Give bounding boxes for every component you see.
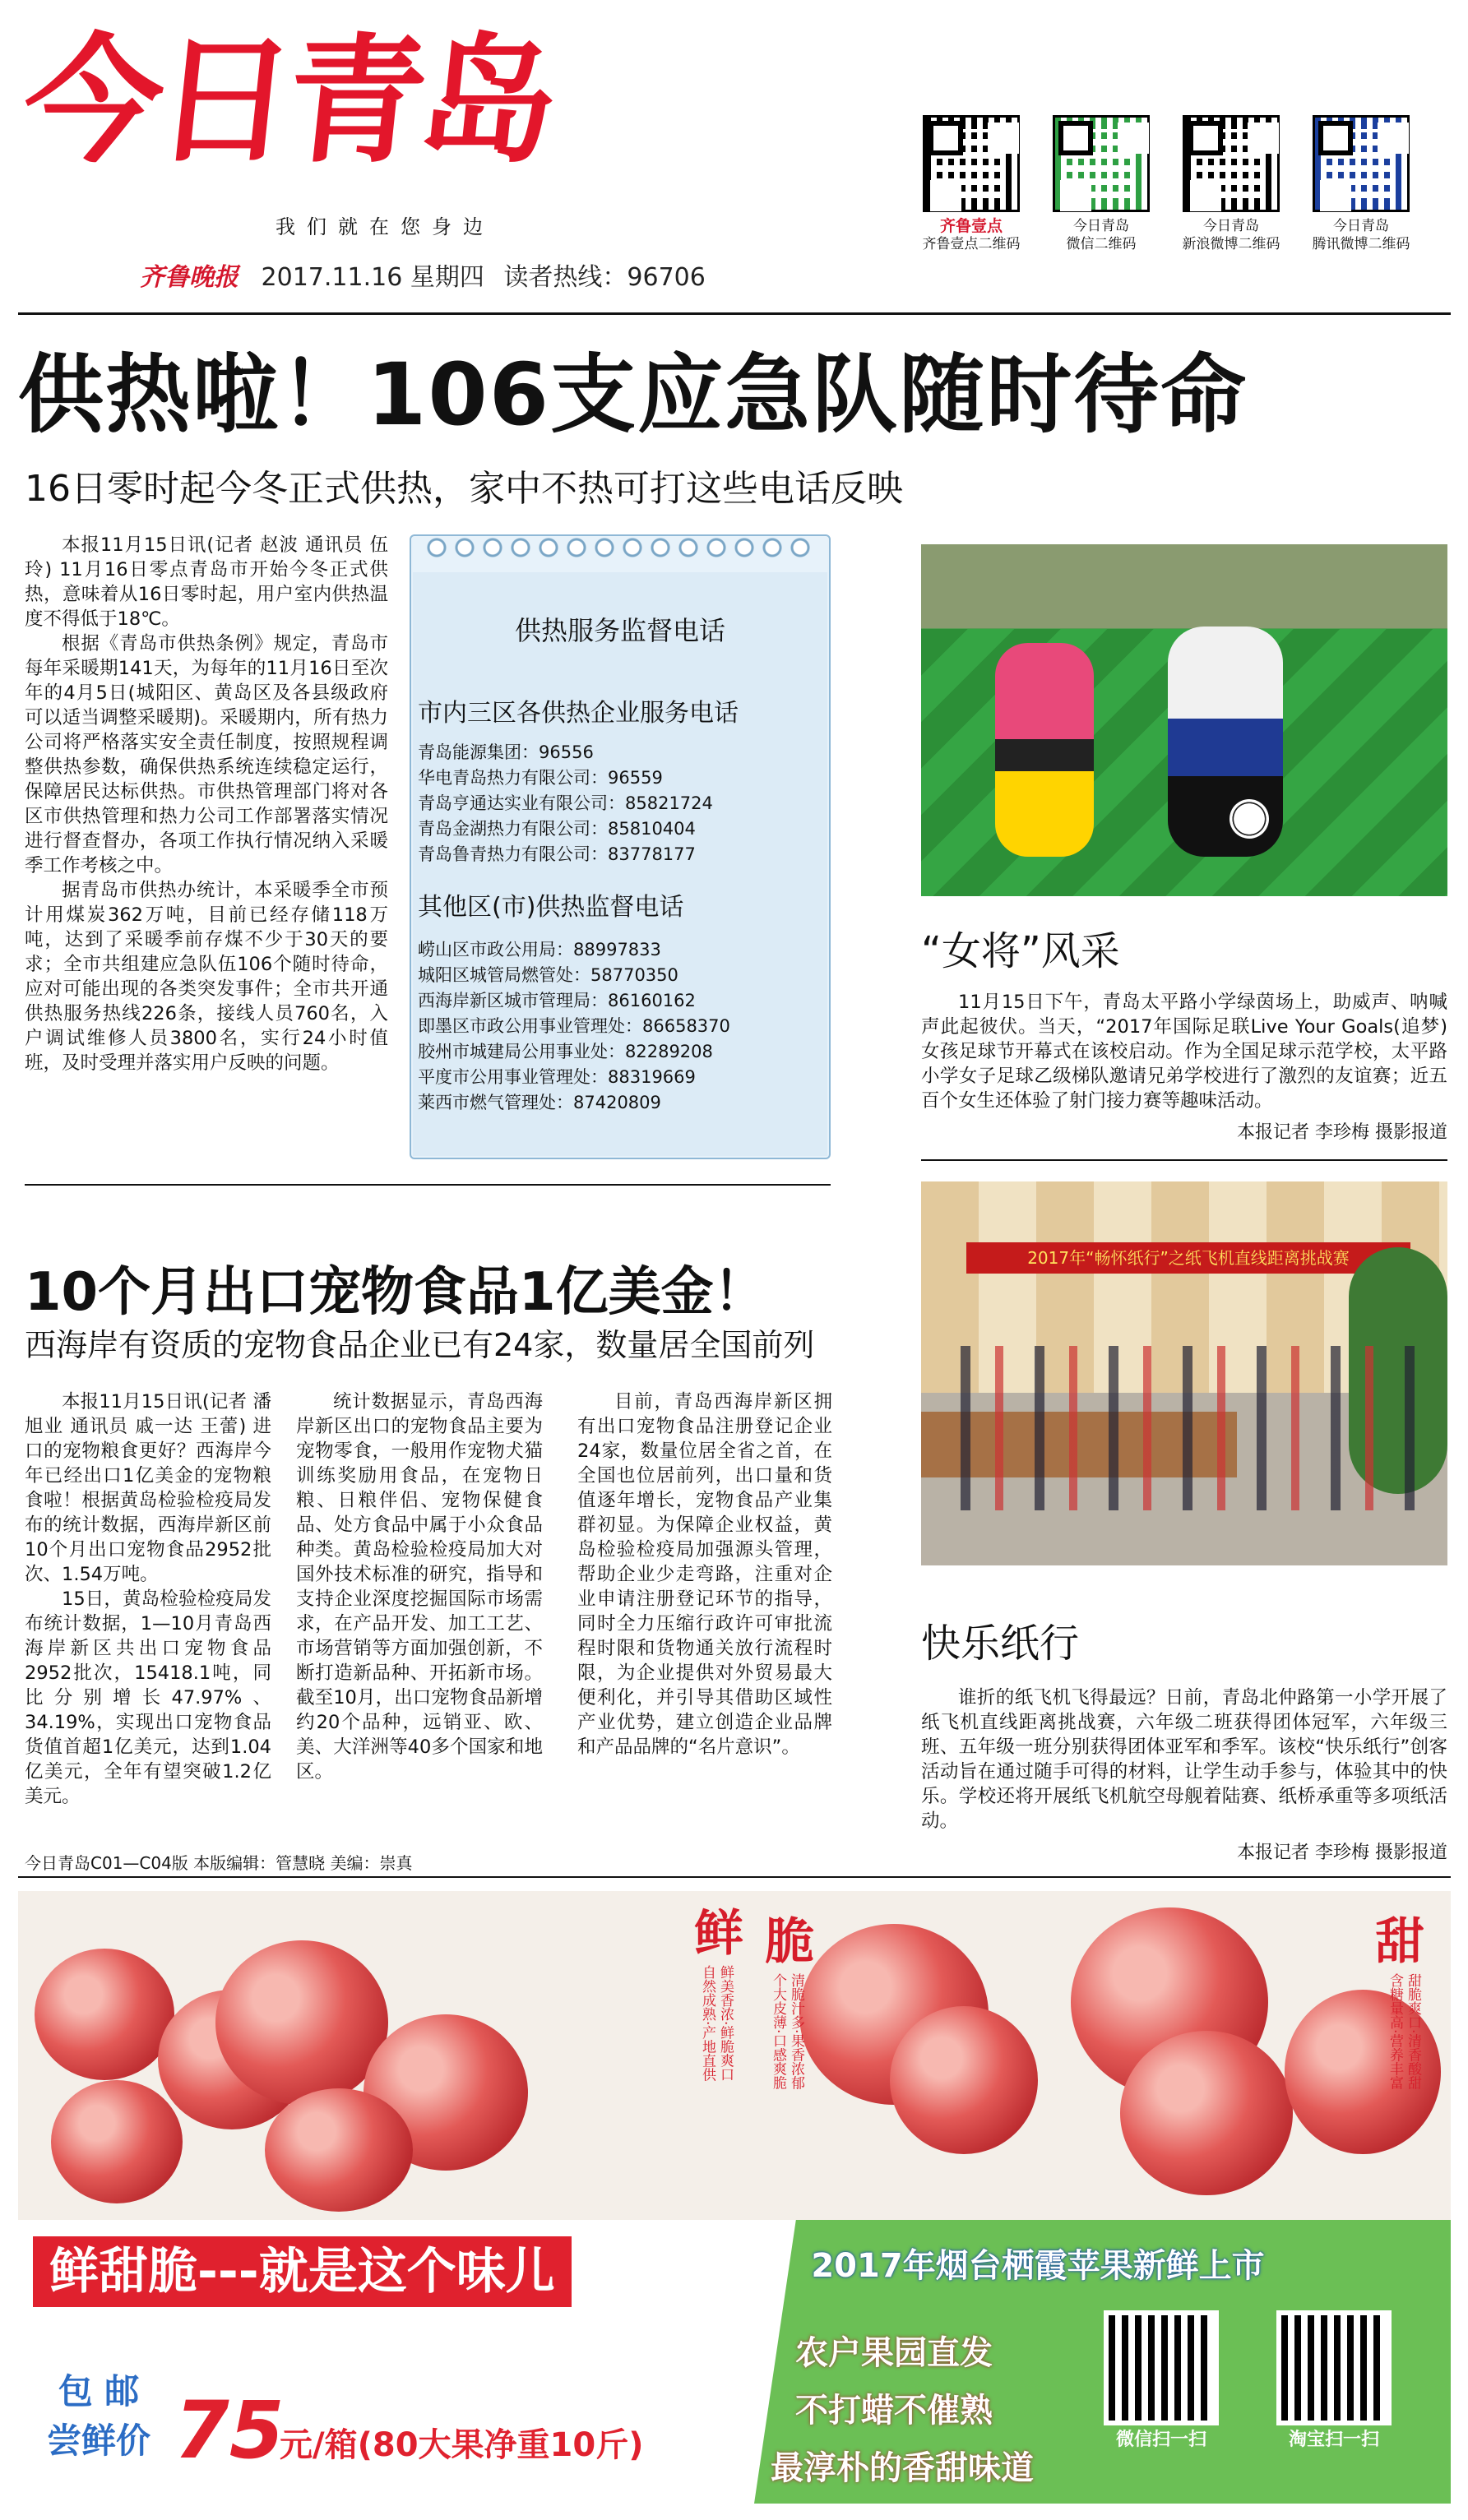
paper-name: 齐鲁晚报 bbox=[140, 263, 238, 292]
ad-tagline: 鲜美香浓·鲜脆爽口 bbox=[717, 1965, 734, 2082]
notebox-section2-list bbox=[418, 937, 730, 1116]
subhead-pet-food: 西海岸有资质的宠物食品企业已有24家，数量居全国前列 bbox=[25, 1327, 815, 1363]
qr-caption: 新浪微博二维码 bbox=[1182, 236, 1280, 252]
ad-selling-point: 最淳朴的香甜味道 bbox=[771, 2449, 1034, 2487]
photo2-credit: 本报记者 李珍梅 摄影报道 bbox=[1237, 1843, 1447, 1863]
hotline-item: 青岛能源集团：96556 bbox=[418, 742, 594, 762]
photo1-caption bbox=[921, 990, 1447, 1113]
notebook-rings-icon bbox=[423, 531, 817, 564]
hotline-item: 青岛鲁青热力有限公司：83778177 bbox=[418, 844, 696, 864]
qr-caption: 淘宝扫一扫 bbox=[1288, 2430, 1379, 2450]
hotline-item: 西海岸新区城市管理局：86160162 bbox=[418, 991, 696, 1010]
qr-code-icon bbox=[1313, 115, 1410, 212]
ad-green-title: 2017年烟台栖霞苹果新鲜上市 bbox=[811, 2247, 1265, 2285]
ad-word-sweet: 甜 bbox=[1375, 1913, 1424, 1971]
photo-paper-plane[interactable] bbox=[921, 1181, 1447, 1565]
qr-code-icon bbox=[923, 115, 1020, 212]
page-footer: 今日青岛C01—C04版 本版编辑：管慧晓 美编：崇真 bbox=[25, 1853, 413, 1873]
headline-pet-food[interactable]: 10个月出口宠物食品1亿美金！ bbox=[25, 1262, 766, 1323]
students-figures bbox=[946, 1346, 1423, 1510]
qr-caption: 微信二维码 bbox=[1066, 236, 1137, 252]
article-pet-food-col1 bbox=[25, 1389, 271, 1809]
photo1-credit: 本报记者 李珍梅 摄影报道 bbox=[1237, 1122, 1447, 1143]
qr-code-icon bbox=[1276, 2310, 1392, 2425]
wechat-scan-qr[interactable] bbox=[1104, 2310, 1219, 2451]
qr-brand: 齐鲁壹点 bbox=[939, 217, 1003, 235]
taobao-scan-qr[interactable] bbox=[1276, 2310, 1392, 2451]
ad-slogan: 鲜甜脆---就是这个味儿 bbox=[33, 2236, 572, 2307]
hotline-item: 青岛亨通达实业有限公司：85821724 bbox=[418, 793, 713, 813]
price-label: 包 邮 bbox=[58, 2371, 140, 2411]
ad-tagline: 甜脆爽口·清香酸甜 bbox=[1405, 1973, 1421, 2090]
notebox-section2-title: 其他区(市)供热监督电话 bbox=[418, 893, 684, 922]
ad-apple-photos bbox=[18, 1891, 1451, 2220]
hotline-item: 胶州市城建局公用事业处：82289208 bbox=[418, 1042, 713, 1061]
event-banner: 2017年“畅怀纸行”之纸飞机直线距离挑战赛 bbox=[966, 1242, 1410, 1274]
apple-icon bbox=[1120, 2031, 1293, 2195]
apple-icon bbox=[890, 2006, 1038, 2154]
ad-tagline: 自然成熟·产地直供 bbox=[699, 1965, 715, 2082]
qr-sina-weibo[interactable] bbox=[1177, 115, 1285, 253]
notebox-section1-title: 市内三区各供热企业服务电话 bbox=[418, 699, 739, 728]
price-value: 75 bbox=[174, 2384, 285, 2476]
photo2-caption bbox=[921, 1685, 1447, 1833]
dateline bbox=[140, 257, 706, 293]
ad-word-fresh: 鲜 bbox=[694, 1905, 743, 1963]
hotline-item: 华电青岛热力有限公司：96559 bbox=[418, 768, 663, 788]
masthead bbox=[16, 21, 831, 182]
hotline-item: 平度市公用事业管理处：88319669 bbox=[418, 1067, 696, 1087]
reader-hotline: 读者热线：96706 bbox=[503, 263, 706, 292]
qr-code-icon bbox=[1104, 2310, 1219, 2425]
ad-selling-point: 不打蜡不催熟 bbox=[795, 2392, 993, 2430]
newspaper-logo: 今日青岛 bbox=[16, 21, 560, 182]
qr-code-icon bbox=[1183, 115, 1280, 212]
player-figure bbox=[995, 643, 1094, 857]
slogan: 我们就在您身边 bbox=[276, 215, 494, 238]
paragraph: 目前，青岛西海岸新区拥有出口宠物食品注册登记企业24家，数量位居全省之首，在全国也位居前列，出口量和货值逐年增长，宠物食品产业集群初显。为保障企业权益，黄岛检验检疫局加强源头管理，帮助企业少走弯路，注重对企业申请注册登记环节的指导，同时全力压缩行政许可审批流程时限和货物通关放行流程时限，为企业提供对外贸易最大便利化，并引导其借助区域性产业优势，建立创造企业品牌和产品品牌的“名片意识”。 bbox=[577, 1391, 832, 1758]
headline-heating[interactable]: 供热啦！106支应急队随时待命 bbox=[18, 344, 1248, 445]
qr-caption: 腾讯微博二维码 bbox=[1312, 236, 1410, 252]
apple-icon bbox=[215, 1940, 388, 2105]
hotline-item: 崂山区市政公用局：88997833 bbox=[418, 940, 661, 959]
qr-qilu[interactable] bbox=[917, 115, 1026, 253]
hotline-item: 莱西市燃气管理处：87420809 bbox=[418, 1093, 661, 1112]
hotline-item: 城阳区城管局燃管处：58770350 bbox=[418, 965, 678, 985]
caption-text: 谁折的纸飞机飞得最远？日前，青岛北仲路第一小学开展了纸飞机直线距离挑战赛，六年级二班获得团体冠军，六年级三班、五年级一班分别获得团体亚军和季军。该校“快乐纸行”创客活动旨在通过随手可得的材料，让学生动手参与，体验其中的快乐。学校还将开展纸飞机航空母舰着陆赛、纸桥承重等多项纸活动。 bbox=[921, 1687, 1447, 1832]
paragraph: 据青岛市供热办统计，本采暖季全市预计用煤炭362万吨，目前已经存储118万吨，达到了采暖季前存煤不少于30天的要求；全市共组建应急队伍106个随时待命，应对可能出现的各类突发事件；全市共开通供热服务热线226条，接线人员760名，入户调试维修人员3800名，实行24小时值班，及时受理并落实用户反映的问题。 bbox=[25, 880, 388, 1074]
paragraph: 15日，黄岛检验检疫局发布统计数据，1—10月青岛西海岸新区共出口宠物食品2952批次，15418.1吨，同比分别增长47.97%、34.19%，实现出口宠物食品货值首超1亿美元，达到1.04亿美元，全年有望突破1.2亿美元。 bbox=[25, 1588, 271, 1807]
article-pet-food-col2 bbox=[296, 1389, 543, 1784]
paragraph: 根据《青岛市供热条例》规定，青岛市每年采暖期141天，为每年的11月16日至次年的4月5日(城阳区、黄岛区及各县级政府可以适当调整采暖期)。采暖期内，所有热力公司将严格落实安全责任制度，按照规程调整供热参数，确保供热系统连续稳定运行，保障居民达标供热。市供热管理部门将对各区市供热管理和热力公司工作部署落实情况进行督查督办，各项工作执行情况纳入采暖季工作考核之中。 bbox=[25, 633, 388, 876]
subhead-heating: 16日零时起今冬正式供热，家中不热可打这些电话反映 bbox=[25, 468, 903, 510]
ad-tagline: 清脆汁多·果香浓郁 bbox=[788, 1973, 804, 2090]
article-pet-food-col3 bbox=[577, 1389, 832, 1759]
ad-word-crisp: 脆 bbox=[765, 1913, 814, 1971]
qr-tencent-weibo[interactable] bbox=[1307, 115, 1415, 253]
apple-icon bbox=[51, 2080, 183, 2203]
qr-caption: 今日青岛 bbox=[1333, 218, 1389, 234]
apple-icon bbox=[35, 1949, 174, 2080]
qr-caption: 微信扫一扫 bbox=[1115, 2430, 1206, 2450]
masthead-rule bbox=[18, 312, 1451, 315]
paragraph: 统计数据显示，青岛西海岸新区出口的宠物食品主要为宠物零食，一般用作宠物犬猫训练奖励用食品，在宠物日粮、日粮伴侣、宠物保健食品、处方食品中属于小众食品种类。黄岛检验检疫局加大对国外技术标准的研究，指导和支持企业深度挖掘国际市场需求，在产品开发、加工工艺、市场营销等方面加强创新，不断打造新品种、开拓新市场。截至10月，出口宠物食品新增约20个品种，远销亚、欧、美、大洋洲等40多个国家和地区。 bbox=[296, 1391, 543, 1782]
qr-code-icon bbox=[1053, 115, 1150, 212]
article-heating-body bbox=[25, 533, 388, 1075]
caption-text: 11月15日下午，青岛太平路小学绿茵场上，助威声、呐喊声此起彼伏。当天，“2017年国际足联Live Your Goals(追梦)女孩足球节开幕式在该校启动。作为全国足球示范学校，太平路小学女子足球乙级梯队邀请兄弟学校进行了激烈的友谊赛；近五百个女生还体验了射门接力赛等趣味活动。 bbox=[921, 992, 1447, 1112]
apple-advertisement[interactable] bbox=[18, 1891, 1451, 2504]
price-label: 尝鲜价 bbox=[46, 2421, 151, 2461]
paragraph: 本报11月15日讯(记者 潘旭业 通讯员 戚一达 王蕾) 进口的宠物粮食更好？西海岸今年已经出口1亿美金的宠物粮食啦！根据黄岛检验检疫局发布的统计数据，西海岸新区前10个月出口宠物食品2952批次、1.54万吨。 bbox=[25, 1391, 271, 1585]
issue-date: 2017.11.16 星期四 bbox=[261, 263, 484, 292]
apple-icon bbox=[265, 2088, 413, 2212]
hotline-item: 青岛金湖热力有限公司：85810404 bbox=[418, 819, 696, 839]
hotline-item: 即墨区市政公用事业管理处：86658370 bbox=[418, 1016, 730, 1036]
qr-wechat[interactable] bbox=[1047, 115, 1155, 253]
qr-code-row bbox=[917, 115, 1443, 288]
photo-girls-football[interactable] bbox=[921, 544, 1447, 896]
qr-caption: 今日青岛 bbox=[1073, 218, 1129, 234]
ad-tagline: 个大皮薄·口感爽脆 bbox=[770, 1973, 786, 2090]
ad-tagline: 含糖量高·营养丰富 bbox=[1387, 1973, 1403, 2090]
paragraph: 本报11月15日讯(记者 赵波 通讯员 伍玲) 11月16日零点青岛市开始今冬正式供热，意味着从16日零时起，用户室内供热温度不得低于18℃。 bbox=[25, 534, 388, 630]
price-unit: 元/箱(80大果净重10斤) bbox=[280, 2426, 644, 2464]
qr-caption: 齐鲁壹点二维码 bbox=[922, 236, 1021, 252]
notebox-title: 供热服务监督电话 bbox=[514, 615, 725, 646]
photo2-title: 快乐纸行 bbox=[921, 1621, 1080, 1667]
qr-caption: 今日青岛 bbox=[1203, 218, 1259, 234]
football-icon bbox=[1230, 799, 1269, 839]
notebox-section1-list bbox=[418, 740, 713, 867]
photo1-title: “女将”风采 bbox=[921, 928, 1120, 974]
ad-selling-point: 农户果园直发 bbox=[795, 2334, 993, 2372]
